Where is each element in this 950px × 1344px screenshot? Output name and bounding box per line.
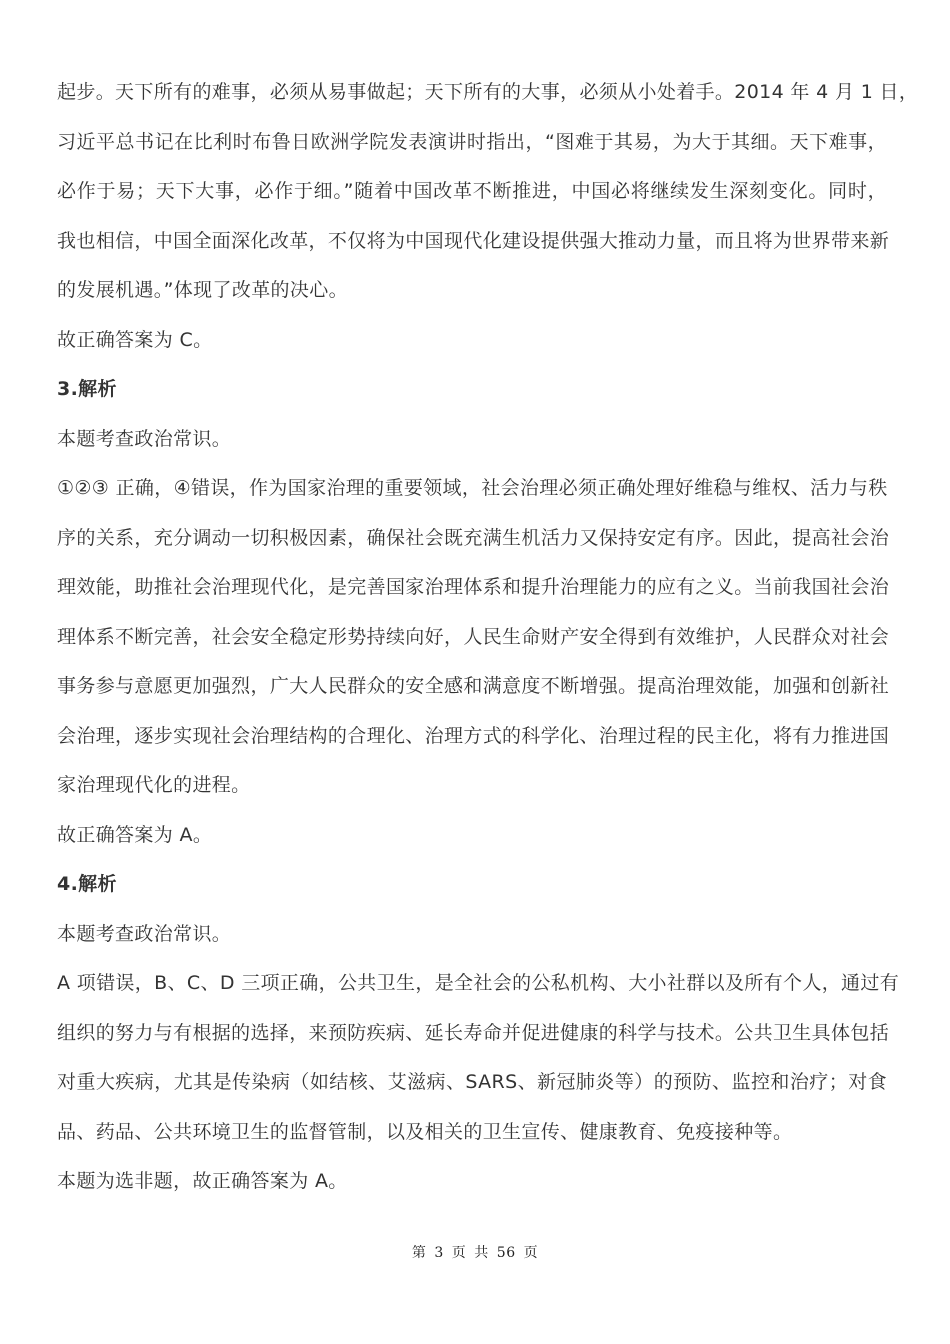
body-line: 习近平总书记在比利时布鲁日欧洲学院发表演讲时指出，“图难于其易，为大于其细。天下难事， [57,130,887,153]
topic-line: 本题考查政治常识。 [57,427,232,450]
footer-total-word: 共 [474,1245,489,1261]
body-line: 会治理，逐步实现社会治理结构的合理化、治理方式的科学化、治理过程的民主化，将有力推进国 [57,724,890,747]
body-line: 家治理现代化的进程。 [57,774,251,796]
answer-line: 故正确答案为 C。 [57,328,213,351]
body-line: A 项错误，B、C、D 三项正确，公共卫生，是全社会的公私机构、大小社群以及所有个人，通过有 [57,972,900,994]
section-heading: 3.解析 [57,378,117,400]
body-line: 组织的努力与有根据的选择，来预防疾病、延长寿命并促进健康的科学与技术。公共卫生具体包括 [57,1021,890,1044]
footer-current-page: 3 [434,1245,444,1261]
body-line: 起步。天下所有的难事，必须从易事做起；天下所有的大事，必须从小处着手。2014 年 4 月 1 日， [57,81,919,103]
body-line: 我也相信，中国全面深化改革，不仅将为中国现代化建设提供强大推动力量，而且将为世界带来新 [57,229,890,252]
answer-line: 故正确答案为 A。 [57,823,213,846]
body-line: 理体系不断完善，社会安全稳定形势持续向好，人民生命财产安全得到有效维护，人民群众对社会 [57,625,890,648]
topic-line: 本题考查政治常识。 [57,922,232,945]
body-line: 序的关系，充分调动一切积极因素，确保社会既充满生机活力又保持安定有序。因此，提高社会治 [57,526,890,549]
section-heading: 4.解析 [57,873,117,895]
body-line: ①②③ 正确，④错误，作为国家治理的重要领域，社会治理必须正确处理好维稳与维权、活力与秩 [57,477,888,499]
page-footer [0,1242,950,1262]
body-line: 事务参与意愿更加强烈，广大人民群众的安全感和满意度不断增强。提高治理效能，加强和创新社 [57,675,890,697]
document-body [57,68,919,1207]
body-line: 必作于易；天下大事，必作于细。”随着中国改革不断推进，中国必将继续发生深刻变化。同时， [57,180,887,202]
footer-page-word: 页 [451,1245,467,1261]
footer-prefix: 第 [411,1245,427,1261]
footer-total-pages: 56 [496,1245,516,1261]
footer-suffix: 页 [523,1245,539,1261]
body-line: 品、药品、公共环境卫生的监督管制，以及相关的卫生宣传、健康教育、免疫接种等。 [57,1120,793,1143]
answer-line: 本题为选非题，故正确答案为 A。 [57,1170,348,1192]
body-line: 的发展机遇。”体现了改革的决心。 [57,279,348,301]
body-line: 对重大疾病，尤其是传染病（如结核、艾滋病、SARS、新冠肺炎等）的预防、监控和治疗；对食 [57,1071,887,1093]
body-line: 理效能，助推社会治理现代化，是完善国家治理体系和提升治理能力的应有之义。当前我国社会治 [57,576,890,598]
